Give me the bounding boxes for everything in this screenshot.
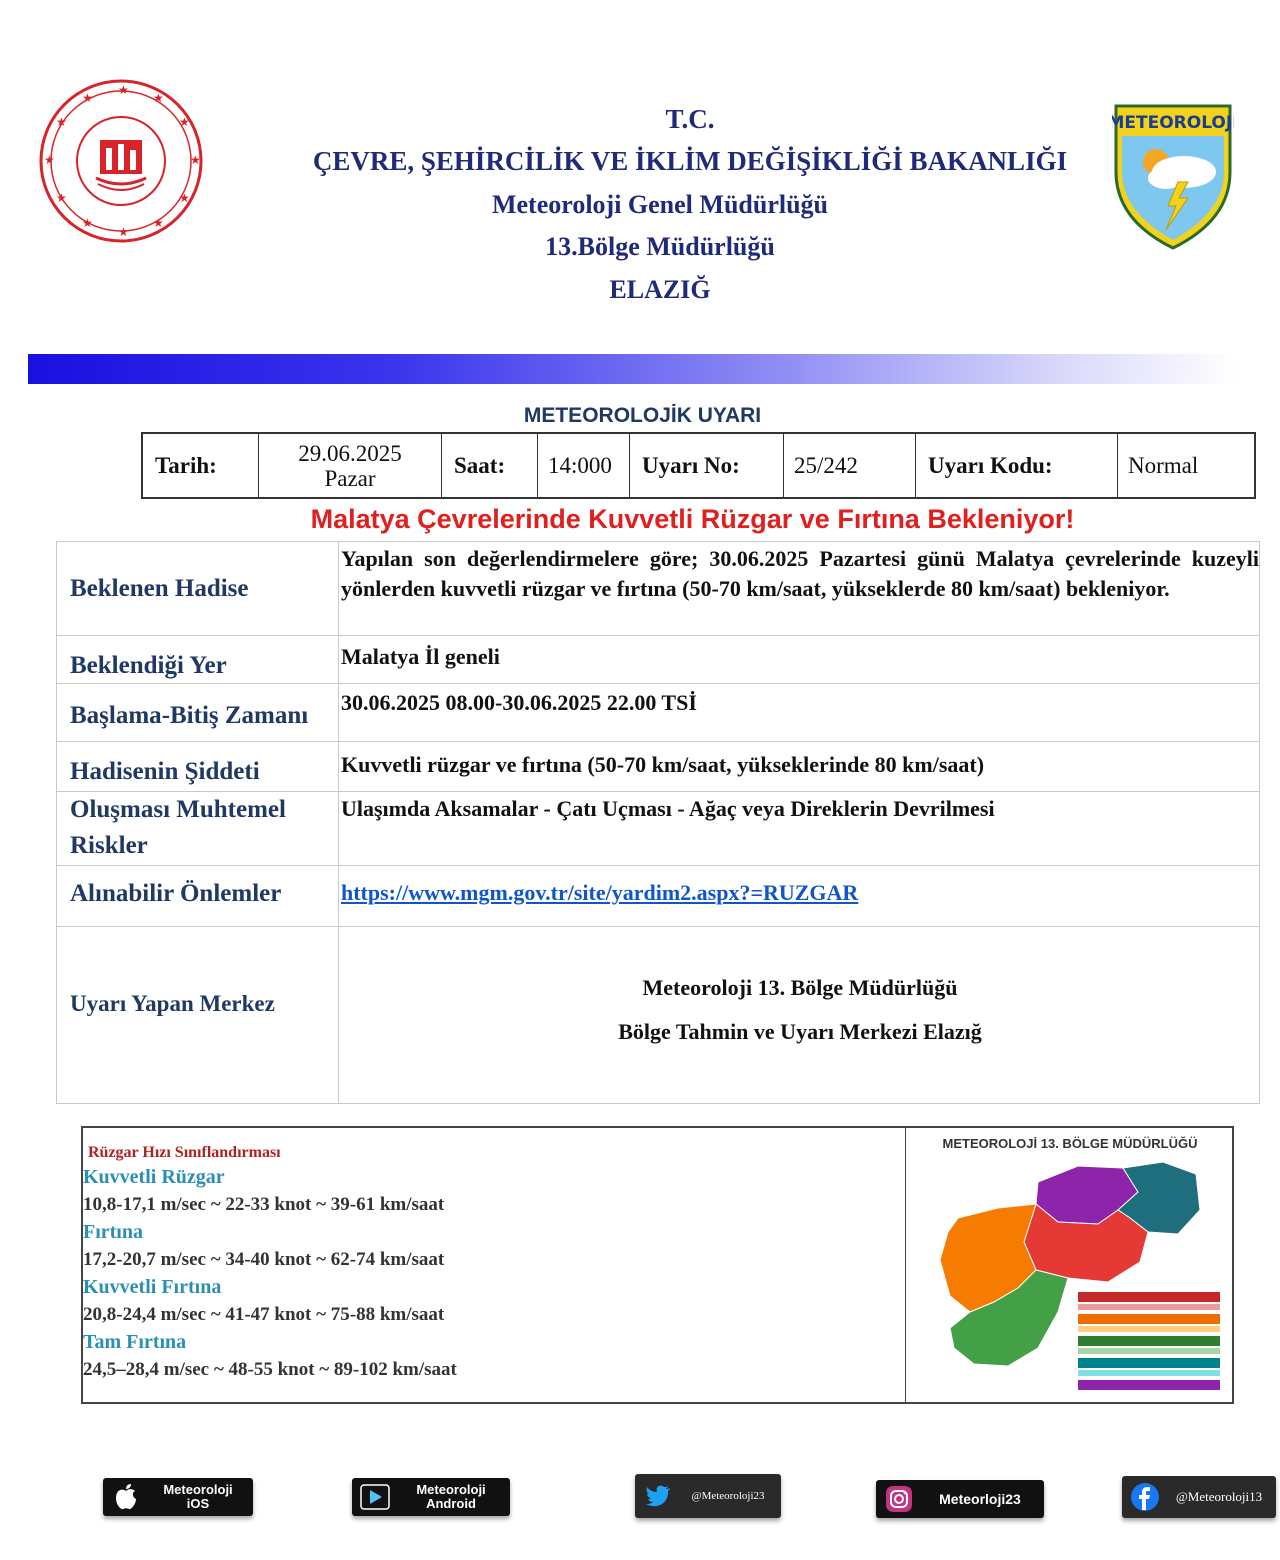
svg-text:★: ★	[118, 225, 129, 239]
measures-label: Alınabilir Önlemler	[57, 866, 339, 927]
android-badge-line1: Meteoroloji	[416, 1482, 486, 1497]
svg-text:★: ★	[118, 83, 129, 97]
row-center	[57, 927, 1260, 1104]
period-value: 30.06.2025 08.00-30.06.2025 22.00 TSİ	[339, 684, 1260, 742]
region-map-graphic	[908, 1152, 1232, 1402]
event-value: Yapılan son değerlendirmelere göre; 30.06.2025 Pazartesi günü Malatya çevrelerinde kuzeyli yönlerden kuvvetli rüzgar ve fırtına (50-70 km/saat, yükseklerde 80 km/saat) bekleniyor.	[339, 542, 1260, 636]
wind-classification-list	[83, 1128, 906, 1402]
period-label: Başlama-Bitiş Zamanı	[57, 684, 339, 742]
warning-no-label: Uyarı No:	[630, 434, 784, 497]
wind-class-range: 17,2-20,7 m/sec ~ 34-40 knot ~ 62-74 km/saat	[83, 1249, 445, 1270]
facebook-icon	[1128, 1482, 1162, 1512]
apple-icon	[109, 1482, 143, 1512]
warning-title: METEOROLOJİK UYARI	[523, 404, 762, 427]
wind-class-name: Tam Fırtına	[83, 1331, 187, 1353]
measures-link[interactable]: https://www.mgm.gov.tr/site/yardim2.aspx?=RUZGAR	[341, 880, 859, 905]
risks-label-line1: Oluşması Muhtemel	[70, 796, 286, 823]
center-line1: Meteoroloji 13. Bölge Müdürlüğü	[642, 975, 958, 1000]
date-value: 29.06.2025	[298, 440, 402, 466]
warning-details-table	[56, 541, 1260, 1104]
wind-class-range: 10,8-17,1 m/sec ~ 22-33 knot ~ 39-61 km/saat	[83, 1194, 445, 1215]
svg-text:★: ★	[179, 191, 190, 205]
svg-text:★: ★	[44, 153, 55, 167]
time-value: 14:000	[538, 434, 630, 497]
row-risks	[57, 792, 1260, 866]
svg-text:★: ★	[153, 216, 164, 230]
warning-code-value: Normal	[1128, 452, 1199, 478]
header-ministry: ÇEVRE, ŞEHİRCİLİK VE İKLİM DEĞİŞİKLİĞİ BAKANLIĞI	[312, 146, 1068, 176]
svg-text:METEOROLOJİ: METEOROLOJİ	[1112, 113, 1234, 133]
play-store-icon	[358, 1482, 392, 1512]
ios-badge-text	[143, 1483, 253, 1511]
region-map	[908, 1128, 1232, 1402]
row-event	[57, 542, 1260, 636]
svg-text:★: ★	[56, 191, 67, 205]
severity-value: Kuvvetli rüzgar ve fırtına (50-70 km/saat, yükseklerinde 80 km/saat)	[339, 742, 1260, 792]
facebook-handle: @Meteoroloji13	[1175, 1489, 1263, 1504]
event-label: Beklenen Hadise	[57, 542, 339, 636]
warning-no-value: 25/242	[784, 434, 916, 497]
header-region: 13.Bölge Müdürlüğü	[545, 232, 775, 261]
row-place	[57, 636, 1260, 684]
risks-label-line2: Riskler	[70, 832, 148, 859]
svg-text:★: ★	[179, 115, 190, 129]
wind-class-name: Kuvvetli Fırtına	[83, 1276, 222, 1298]
row-period	[57, 684, 1260, 742]
android-badge-line2: Android	[426, 1496, 476, 1511]
android-badge-text	[392, 1483, 510, 1511]
twitter-badge[interactable]	[635, 1474, 781, 1518]
date-label: Tarih:	[143, 434, 259, 497]
svg-text:★: ★	[82, 91, 93, 105]
center-value	[339, 927, 1260, 1104]
warning-code-label: Uyarı Kodu:	[916, 434, 1118, 497]
risks-label	[57, 792, 339, 866]
wind-class-range: 24,5–28,4 m/sec ~ 48-55 knot ~ 89-102 km/saat	[83, 1359, 457, 1380]
map-title: METEOROLOJİ 13. BÖLGE MÜDÜRLÜĞÜ	[942, 1136, 1198, 1151]
severity-label: Hadisenin Şiddeti	[57, 742, 339, 792]
facebook-badge[interactable]	[1122, 1476, 1276, 1518]
risks-value: Ulaşımda Aksamalar - Çatı Uçması - Ağaç veya Direklerin Devrilmesi	[339, 792, 1260, 866]
center-line2: Bölge Tahmin ve Uyarı Merkezi Elazığ	[618, 1019, 982, 1044]
instagram-handle: Meteorloji23	[939, 1491, 1021, 1507]
header-directorate: Meteoroloji Genel Müdürlüğü	[491, 190, 829, 219]
date-cell	[259, 434, 442, 497]
twitter-bird-icon	[641, 1481, 675, 1511]
map-color-legend	[1078, 1292, 1220, 1390]
wind-classification-box	[81, 1126, 1234, 1404]
instagram-icon	[882, 1484, 916, 1514]
header-tc: T.C.	[665, 104, 715, 134]
warning-info-row	[141, 432, 1256, 499]
place-value: Malatya İl geneli	[339, 636, 1260, 684]
twitter-handle: @Meteoroloji23	[691, 1490, 765, 1502]
ios-badge-line2: iOS	[186, 1496, 210, 1511]
wind-class-range: 20,8-24,4 m/sec ~ 41-47 knot ~ 75-88 km/saat	[83, 1304, 445, 1325]
row-measures	[57, 866, 1260, 927]
warning-headline: Malatya Çevrelerinde Kuvvetli Rüzgar ve Fırtına Bekleniyor!	[310, 504, 1075, 534]
row-severity	[57, 742, 1260, 792]
ios-app-badge[interactable]	[103, 1478, 253, 1516]
center-label: Uyarı Yapan Merkez	[57, 927, 339, 1104]
wind-class-name: Fırtına	[83, 1221, 143, 1243]
android-app-badge[interactable]	[352, 1478, 510, 1516]
svg-text:★: ★	[56, 115, 67, 129]
svg-text:★: ★	[190, 153, 201, 167]
ios-badge-line1: Meteoroloji	[163, 1482, 233, 1497]
time-label: Saat:	[442, 434, 538, 497]
place-label: Beklendiği Yer	[57, 636, 339, 684]
header-divider-bar	[28, 354, 1238, 384]
header-city: ELAZIĞ	[609, 275, 711, 304]
wind-classification-title: Rüzgar Hızı Sınıflandırması	[88, 1144, 281, 1161]
wind-class-name: Kuvvetli Rüzgar	[83, 1166, 225, 1188]
measures-cell	[339, 866, 1260, 927]
instagram-badge[interactable]	[876, 1480, 1044, 1518]
svg-text:★: ★	[153, 91, 164, 105]
svg-text:★: ★	[82, 216, 93, 230]
day-value: Pazar	[324, 465, 376, 491]
